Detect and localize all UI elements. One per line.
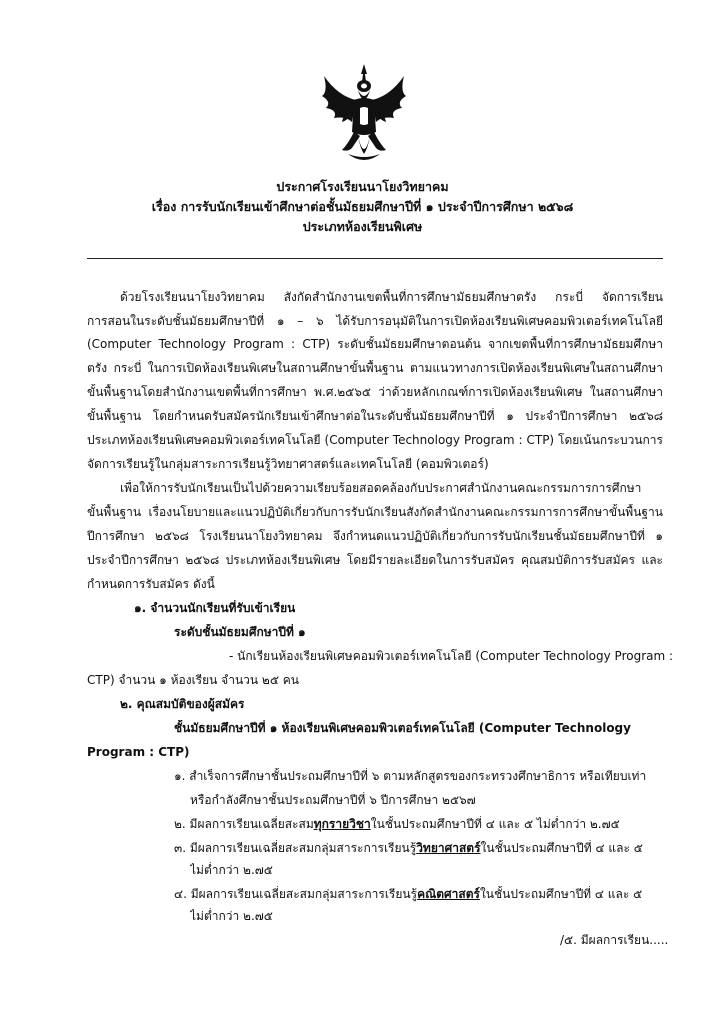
- qualification-3-post: ในชั้นประถมศึกษาปีที่ ๔ และ ๕: [480, 841, 643, 855]
- section-1-item: - นักเรียนห้องเรียนพิเศษคอมพิวเตอร์เทคโนโลยี (Computer Technology Program :: [229, 649, 674, 663]
- paragraph-line: ประจำปีการศึกษา ๒๕๖๘ ประเภทห้องเรียนพิเศษ โดยมีรายละเอียดในการรับสมัคร คุณสมบัติการรับสมัคร และ: [87, 553, 663, 567]
- qualification-3-cont: ไม่ต่ำกว่า ๒.๗๕: [190, 863, 273, 877]
- announcement-subject: เรื่อง การรับนักเรียนเข้าศึกษาต่อชั้นมัธยมศึกษาปีที่ ๑ ประจำปีการศึกษา ๒๕๖๘: [151, 199, 574, 214]
- announcement-type: ประเภทห้องเรียนพิเศษ: [302, 219, 423, 234]
- paragraph-line: การสอนในระดับชั้นมัธยมศึกษาปีที่ ๑ – ๖ ได้รับการอนุมัติในการเปิดห้องเรียนพิเศษคอมพิวเตอร์เทคโนโลยี: [87, 314, 663, 328]
- section-2-heading: ๒. คุณสมบัติของผู้สมัคร: [120, 697, 245, 711]
- qualification-4-pre: ๔. มีผลการเรียนเฉลี่ยสะสมกลุ่มสาระการเรียนรู้: [174, 887, 418, 901]
- paragraph-line: ประเภทห้องเรียนพิเศษคอมพิวเตอร์เทคโนโลยี (Computer Technology Program : CTP) โดยเน้นกระบวนการ: [87, 433, 663, 447]
- paragraph-line: (Computer Technology Program : CTP) ระดับชั้นมัธยมศึกษาตอนต้น จากเขตพื้นที่การศึกษามัธยมศึกษา: [87, 337, 663, 351]
- qualification-4-post: ในชั้นประถมศึกษาปีที่ ๔ และ ๕: [479, 887, 643, 901]
- qualification-4-emphasis: คณิตศาสตร์: [417, 887, 480, 901]
- paragraph-line: ด้วยโรงเรียนนาโยงวิทยาคม สังกัดสำนักงานเขตพื้นที่การศึกษามัธยมศึกษาตรัง กระบี่ จัดการเรียน: [120, 290, 663, 304]
- garuda-emblem: [318, 62, 410, 166]
- paragraph-line: ขั้นพื้นฐาน เรื่องนโยบายและแนวปฏิบัติเกี่ยวกับการรับนักเรียนสังกัดสำนักงานคณะกรรมการการศึกษาขั้นพื้นฐาน: [87, 505, 663, 519]
- announcement-title: ประกาศโรงเรียนนาโยงวิทยาคม: [276, 179, 449, 194]
- paragraph-line: ปีการศึกษา ๒๕๖๘ โรงเรียนนาโยงวิทยาคม จึงกำหนดแนวปฏิบัติเกี่ยวกับการรับนักเรียนชั้นมัธยมศึกษาปีที่ ๑: [87, 529, 663, 543]
- qualification-1: ๑. สำเร็จการศึกษาชั้นประถมศึกษาปีที่ ๖ ตามหลักสูตรของกระทรวงศึกษาธิการ หรือเทียบเท่า: [174, 769, 647, 783]
- paragraph-line: ขั้นพื้นฐานโดยสำนักงานเขตพื้นที่การศึกษา พ.ศ.๒๕๖๕ ว่าด้วยหลักเกณฑ์การเปิดห้องเรียนพิเศษ ในสถานศึกษา: [87, 385, 663, 399]
- section-2-subheading-cont: Program : CTP): [87, 745, 190, 759]
- paragraph-line: กำหนดการรับสมัคร ดังนี้: [87, 577, 215, 591]
- qualification-3-emphasis: วิทยาศาสตร์: [416, 841, 481, 855]
- qualification-4-cont: ไม่ต่ำกว่า ๒.๗๕: [190, 909, 273, 923]
- qualification-3: [174, 840, 643, 856]
- paragraph-line: ขั้นพื้นฐาน โดยกำหนดรับสมัครนักเรียนเข้าศึกษาต่อในระดับชั้นมัธยมศึกษาปีที่ ๑ ประจำปีการศึกษา ๒๕๖๘: [87, 409, 663, 423]
- qualification-2: [174, 816, 620, 832]
- section-1-item-cont: CTP) จำนวน ๑ ห้องเรียน จำนวน ๒๕ คน: [87, 673, 299, 687]
- paragraph-line: เพื่อให้การรับนักเรียนเป็นไปด้วยความเรียบร้อยสอดคล้องกับประกาศสำนักงานคณะกรรมการการศึกษา: [120, 481, 642, 495]
- qualification-1-cont: หรือกำลังศึกษาชั้นประถมศึกษาปีที่ ๖ ปีการศึกษา ๒๕๖๗: [190, 793, 476, 807]
- paragraph-line: ตรัง กระบี่ ในการเปิดห้องเรียนพิเศษในสถานศึกษาขั้นพื้นฐาน ตามแนวทางการเปิดห้องเรียนพิเศษในสถานศึกษา: [87, 361, 663, 375]
- qualification-3-pre: ๓. มีผลการเรียนเฉลี่ยสะสมกลุ่มสาระการเรียนรู้: [174, 841, 417, 855]
- paragraph-line: จัดการเรียนรู้ในกลุ่มสาระการเรียนรู้วิทยาศาสตร์และเทคโนโลยี (คอมพิวเตอร์): [87, 457, 489, 471]
- section-2-subheading: ชั้นมัธยมศึกษาปีที่ ๑ ห้องเรียนพิเศษคอมพิวเตอร์เทคโนโลยี (Computer Technology: [174, 721, 631, 735]
- qualification-4: [174, 886, 642, 902]
- qualification-2-post: ในชั้นประถมศึกษาปีที่ ๔ และ ๕ ไม่ต่ำกว่า ๒.๗๕: [370, 817, 620, 831]
- section-1-heading: ๑. จำนวนนักเรียนที่รับเข้าเรียน: [134, 601, 296, 615]
- continued-marker: /๕. มีผลการเรียน.....: [560, 933, 669, 947]
- header-divider: [87, 258, 663, 259]
- qualification-2-pre: ๒. มีผลการเรียนเฉลี่ยสะสม: [174, 817, 314, 831]
- section-1-level: ระดับชั้นมัธยมศึกษาปีที่ ๑: [174, 625, 306, 639]
- qualification-2-emphasis: ทุกรายวิชา: [313, 817, 371, 831]
